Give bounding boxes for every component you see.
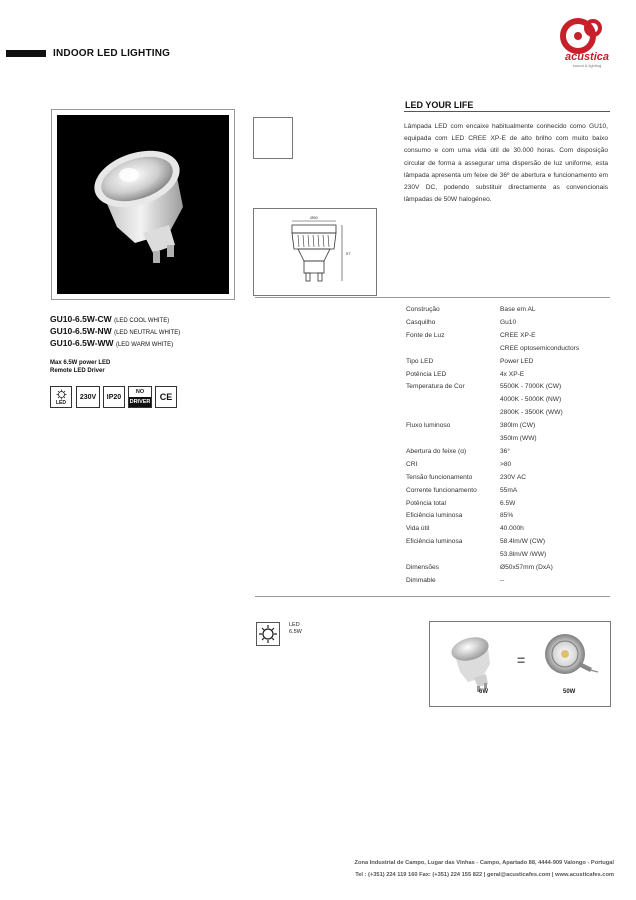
spec-value: 4000K - 5000K (NW) — [500, 396, 562, 404]
spec-label: Casquilho — [406, 318, 436, 326]
led-bulb-icon — [56, 389, 67, 400]
spec-label: Tensão funcionamento — [406, 473, 473, 481]
spec-value: 350lm (WW) — [500, 435, 537, 442]
product-code: GU10-6.5W-CW — [50, 314, 112, 324]
spec-label: Abertura do feixe (α) — [406, 447, 467, 455]
drawing-width-label: Ø50 — [310, 215, 318, 220]
section-divider — [255, 596, 610, 597]
led-small-badge — [256, 622, 280, 646]
spec-value: 36° — [500, 447, 510, 455]
title-divider — [404, 111, 610, 112]
product-photo — [57, 115, 229, 294]
spec-label: Eficiência luminosa — [406, 538, 463, 546]
spec-value: 53.8lm/W /WW) — [500, 551, 547, 559]
product-variant: (LED NEUTRAL WHITE) — [114, 330, 181, 336]
badge-no-driver-bottom: DRIVER — [129, 399, 151, 405]
spec-label: Fluxo luminoso — [406, 422, 451, 430]
spec-value: 4x XP-E — [500, 370, 525, 378]
led-small-label — [289, 622, 302, 636]
spec-label: Eficiência luminosa — [406, 512, 463, 520]
spec-value: 380lm (CW) — [500, 422, 536, 430]
section-title: INDOOR LED LIGHTING — [53, 48, 171, 59]
spec-label: Corrente funcionamento — [406, 486, 477, 494]
spec-label: Potência total — [406, 499, 446, 507]
badge-voltage: 230V — [76, 386, 100, 408]
spec-value: Ø50x57mm (DxA) — [500, 564, 553, 571]
feature-power: Max 6.5W power LED — [50, 360, 111, 366]
spec-value: 85% — [500, 512, 514, 520]
spec-value: 40.000h — [500, 525, 524, 533]
spec-label: Potência LED — [406, 370, 447, 378]
brand-logo-name: acústica — [564, 51, 610, 63]
spec-value: 58.4lm/W (CW) — [500, 538, 546, 546]
section-divider — [255, 297, 610, 298]
technical-drawing — [253, 208, 377, 296]
badge-ip-rating: IP20 — [103, 386, 125, 408]
product-variant: (LED COOL WHITE) — [114, 318, 170, 324]
spec-label: CRI — [406, 460, 418, 468]
product-code-nw — [50, 326, 180, 336]
spec-value: Power LED — [500, 357, 534, 365]
product-code-ww — [50, 338, 173, 348]
product-photo-frame — [51, 109, 235, 300]
spec-label: Dimmable — [406, 576, 436, 584]
spec-label: Dimensões — [406, 564, 439, 571]
spec-label: Fonte de Luz — [406, 331, 445, 339]
description-text: Lâmpada LED com encaixe habitualmente conhecido como GU10, equipada com LED CREE XP-E de alto brilho com muito baixo consumo e com uma vida útil de 30.000 horas. Com disposição circular de forma a assegurar uma dispersão de luz uniforme, esta lâmpada apresenta um feixe de 36º de abertura e funcionamento em 230V DC, podendo substituir directamente as convencionais lâmpadas de 50W halogéneo. — [404, 123, 608, 204]
spec-value: 230V AC — [500, 473, 527, 481]
led-small-label-line2: 6.5W — [289, 629, 302, 635]
spec-value: CREE XP-E — [500, 331, 536, 339]
spec-value: Base em AL — [500, 306, 536, 313]
spec-value: -- — [500, 576, 505, 584]
header-bar — [6, 50, 46, 57]
badge-led — [50, 386, 72, 408]
badge-led-label: LED — [56, 399, 66, 406]
product-code: GU10-6.5W-WW — [50, 338, 114, 348]
equals-sign: = — [517, 652, 526, 668]
footer-contacts: Tel : (+351) 224 119 160 Fax: (+351) 224 155 822 | geral@acusticafes.com | www.acusticafes.com — [355, 872, 614, 878]
spec-label: Construção — [406, 306, 440, 313]
badge-ce: CE — [155, 386, 177, 408]
spec-label: Tipo LED — [406, 357, 434, 365]
led-lamp-image — [449, 633, 491, 692]
badge-no-driver — [128, 386, 152, 408]
spec-value: 5500K - 7000K (CW) — [500, 383, 562, 391]
color-swatch-box — [253, 117, 293, 159]
drawing-height-label: 57 — [346, 251, 351, 256]
product-code-cw — [50, 314, 169, 324]
description-title: LED YOUR LIFE — [405, 100, 474, 110]
led-wattage-label: 6W — [479, 689, 488, 695]
product-code: GU10-6.5W-NW — [50, 326, 112, 336]
brand-logo-tagline: sound & lighting — [572, 63, 602, 68]
led-small-label-line1: LED — [289, 622, 300, 628]
badge-no-driver-top: NO — [135, 389, 145, 395]
spec-label: Temperatura de Cor — [406, 383, 465, 391]
spec-value: 55mA — [500, 486, 518, 494]
halogen-wattage-label: 50W — [563, 689, 576, 695]
halogen-lamp-image — [545, 634, 598, 674]
spec-value: 2800K - 3500K (WW) — [500, 409, 563, 417]
spec-value: 6.5W — [500, 499, 516, 507]
product-variant: (LED WARM WHITE) — [115, 342, 174, 348]
spec-value: CREE optosemiconductors — [500, 344, 580, 352]
led-bulb-icon — [257, 623, 279, 645]
spec-value: >80 — [500, 460, 512, 468]
footer-address: Zona Industrial de Campo, Lugar das Vinhas - Campo, Apartado 88, 4444-909 Valongo - Portugal — [354, 860, 614, 866]
spec-value: Gu10 — [500, 318, 517, 326]
spec-label: Vida útil — [406, 525, 430, 533]
feature-driver: Remote LED Driver — [50, 368, 105, 374]
